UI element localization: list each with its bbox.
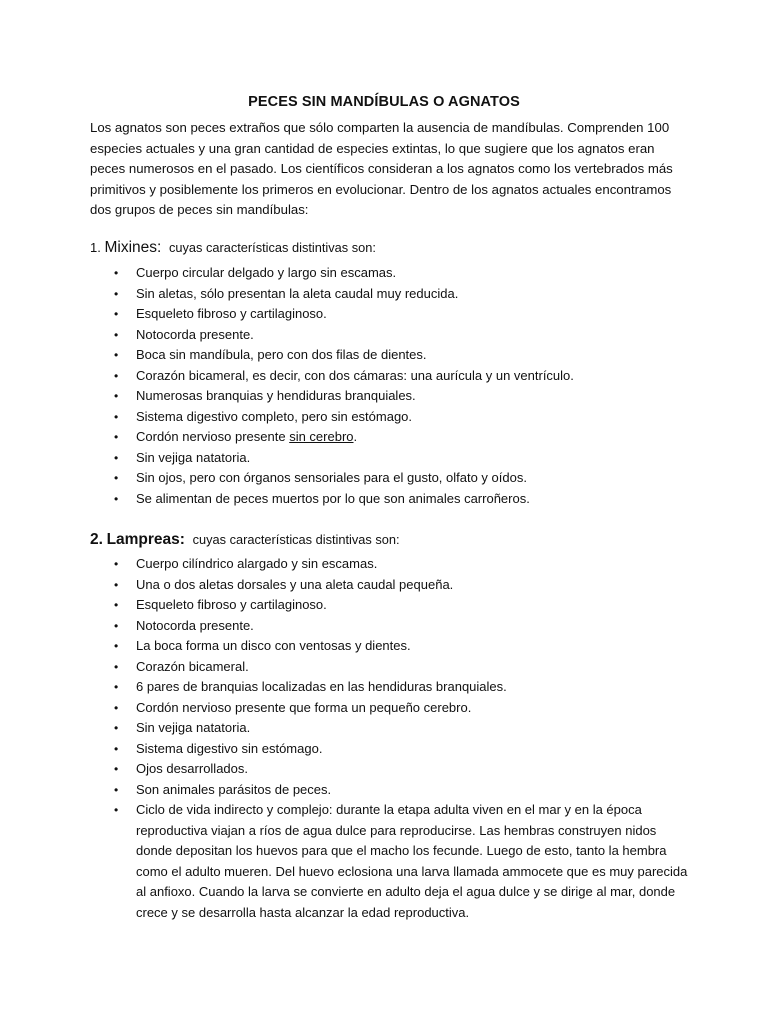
bullet-marker: • [114, 762, 119, 776]
list-item: • Cuerpo circular delgado y largo sin escamas. [90, 263, 690, 284]
list-item: • Corazón bicameral. [90, 657, 690, 678]
bullet-marker: • [114, 700, 119, 715]
list-item: • Notocorda presente. [90, 325, 690, 346]
bullet-marker: • [114, 430, 119, 444]
lampreas-list [90, 554, 690, 923]
intro-paragraph: Los agnatos son peces extraños que sólo comparten la ausencia de mandíbulas. Comprenden 100 especies actuales y una gran cantidad de especies extintas, lo que sugiere que los agnatos eran peces numerosos en el pasado. Los científicos consideran a los agnatos como los vertebrados más primitivos y posiblemente los primeros en evolucionar. Dentro de los agnatos actuales encontramos dos grupos de peces sin mandíbulas: [90, 120, 673, 217]
bullet-marker: • [114, 389, 119, 403]
bullet-marker: • [114, 368, 119, 383]
list-item: • Boca sin mandíbula, pero con dos filas de dientes. [90, 345, 690, 366]
list-item: • Esqueleto fibroso y cartilaginoso. [90, 595, 690, 616]
bullet-marker: • [114, 741, 119, 756]
list-item: • La boca forma un disco con ventosas y dientes. [90, 636, 690, 657]
list-item: • Sin vejiga natatoria. [90, 718, 690, 739]
bullet-marker: • [114, 659, 119, 674]
list-item: • Sistema digestivo completo, pero sin estómago. [90, 407, 690, 428]
bullet-marker: • [114, 348, 119, 362]
bullet-marker: • [114, 327, 119, 342]
bullet-marker: • [114, 639, 119, 653]
bullet-marker: • [114, 307, 119, 321]
list-item: • Se alimentan de peces muertos por lo que son animales carroñeros. [90, 489, 690, 510]
bullet-marker: • [114, 721, 119, 735]
list-item: • Sin vejiga natatoria. [90, 448, 690, 469]
section-description: cuyas características distintivas son: [192, 532, 400, 547]
list-item: • Son animales parásitos de peces. [90, 780, 690, 801]
list-item: • Una o dos aletas dorsales y una aleta caudal pequeña. [90, 575, 690, 596]
bullet-marker: • [114, 557, 119, 571]
document-title: PECES SIN MANDÍBULAS O AGNATOS [248, 94, 520, 110]
underlined-link[interactable]: sin cerebro [289, 429, 354, 444]
section-name: Mixines: [104, 239, 162, 256]
bullet-marker: • [114, 598, 119, 612]
section-heading-lampreas [90, 531, 400, 549]
bullet-marker: • [114, 618, 119, 633]
bullet-marker: • [114, 266, 119, 280]
list-item: • Numerosas branquias y hendiduras branquiales. [90, 386, 690, 407]
bullet-marker: • [114, 409, 119, 424]
section-name: Lampreas: [106, 531, 185, 548]
list-item: • Ciclo de vida indirecto y complejo: durante la etapa adulta viven en el mar y en la época reproductiva viajan a ríos de agua dulce para reproducirse. Las hembras construyen nidos donde depositan los huevos para que el macho los fecunde. Luego de esto, tanto la hembra como el adulto mueren. Del huevo eclosiona una larva llamada ammocete que es muy parecida al anfioxo. Cuando la larva se convierte en adulto deja el agua dulce y se dirige al mar, donde crece y se desarrolla hasta alcanzar la edad reproductiva. [114, 802, 688, 920]
list-item: • Ojos desarrollados. [90, 759, 690, 780]
bullet-marker: • [114, 471, 119, 485]
list-item: • Notocorda presente. [90, 616, 690, 637]
bullet-marker: • [114, 577, 119, 592]
bullet-marker: • [114, 286, 119, 301]
list-item: • Sin ojos, pero con órganos sensoriales para el gusto, olfato y oídos. [90, 468, 690, 489]
bullet-marker: • [114, 680, 119, 694]
mixines-list [90, 263, 690, 509]
list-item: • Cordón nervioso presente que forma un pequeño cerebro. [90, 698, 690, 719]
section-description: cuyas características distintivas son: [168, 240, 376, 255]
section-number: 1. [90, 240, 101, 255]
section-heading-mixines [90, 239, 376, 257]
bullet-marker: • [114, 491, 119, 506]
list-item: • Cuerpo cilíndrico alargado y sin escamas. [90, 554, 690, 575]
list-item: • 6 pares de branquias localizadas en las hendiduras branquiales. [90, 677, 690, 698]
list-item: • Cordón nervioso presente sin cerebro. [90, 427, 690, 448]
bullet-marker: • [114, 782, 119, 797]
bullet-marker: • [114, 803, 119, 817]
list-item: • Corazón bicameral, es decir, con dos cámaras: una aurícula y un ventrículo. [90, 366, 690, 387]
list-item: • Sin aletas, sólo presentan la aleta caudal muy reducida. [90, 284, 690, 305]
list-item: • Esqueleto fibroso y cartilaginoso. [90, 304, 690, 325]
section-number: 2. [90, 531, 103, 548]
list-item: • Sistema digestivo sin estómago. [90, 739, 690, 760]
bullet-marker: • [114, 450, 119, 465]
